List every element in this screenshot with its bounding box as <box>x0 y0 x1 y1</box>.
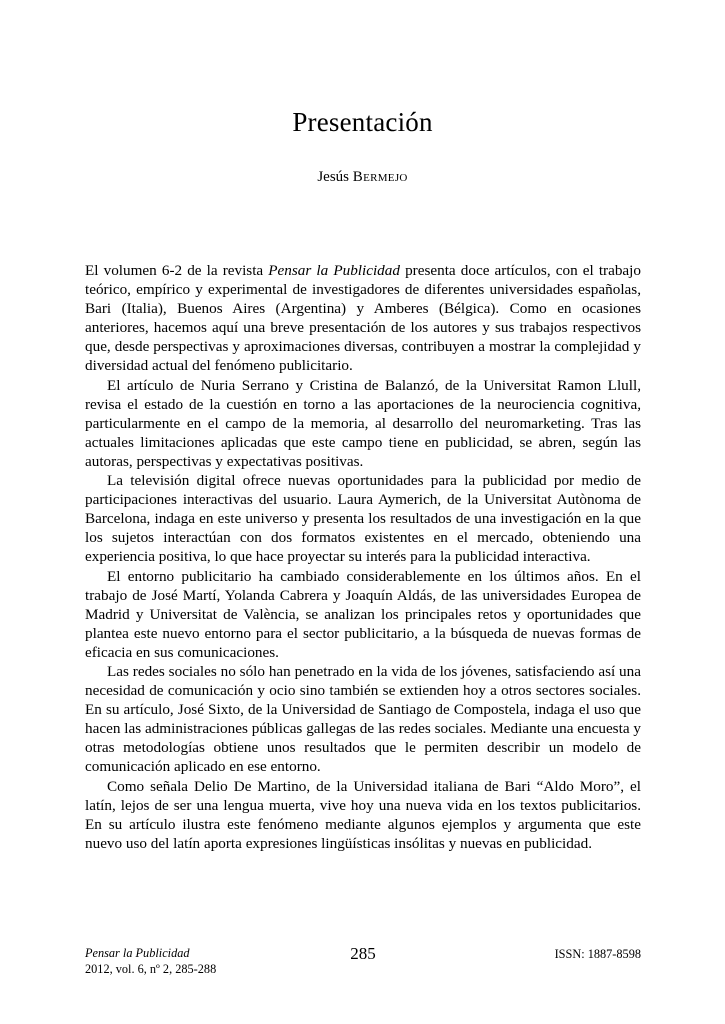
footer-issue-info: 2012, vol. 6, nº 2, 285-288 <box>85 961 217 976</box>
body-text <box>85 261 641 853</box>
page-title: Presentación <box>292 107 433 137</box>
author-byline <box>85 139 640 187</box>
paragraph-2: El artículo de Nuria Serrano y Cristina de Balanzó, de la Universitat Ramon Llull, revisa el estado de la cuestión en torno a las aportaciones de la neurociencia cognitiva, particularmente en el campo de la memoria, al desarrollo del neuromarketing. Tras las actuales limitaciones aplicadas que este campo tiene en publicidad, se abren, según las autoras, perspectivas y expectativas positivas. <box>85 376 641 470</box>
paragraph-4: El entorno publicitario ha cambiado considerablemente en los últimos años. En el trabajo de José Martí, Yolanda Cabrera y Joaquín Aldás, de las universidades Europea de Madrid y Universitat de València, se analizan los principales retos y oportunidades que plantea este nuevo entorno para el sector publicitario, a la búsqueda de nuevas formas de eficacia en sus comunicaciones. <box>85 567 641 661</box>
paragraph-1 <box>85 261 641 376</box>
author-surname: Bermejo <box>352 169 408 185</box>
journal-title-italic: Pensar la Publicidad <box>268 262 400 279</box>
title-block <box>85 105 640 187</box>
paragraph-1-segment-3: presenta doce artículos, con el trabajo teórico, empírico y experimental de investigadores de diferentes universidades españolas, Bari (Italia), Buenos Aires (Argentina) y Amberes (Bélgica). Como en ocasiones anteriores, hacemos aquí una breve presentación de los autores y sus trabajos respectivos que, desde perspectivas y aproximaciones diversas, contribuyen a mostrar la complejidad y diversidad actual del fenómeno publicitario. <box>85 262 641 375</box>
paragraph-1-segment-1: El volumen 6-2 de la revista <box>85 262 269 279</box>
footer-page-number: 285 <box>350 944 376 963</box>
page-footer <box>85 946 641 986</box>
author-given-name: Jesús <box>317 169 353 185</box>
paragraph-3: La televisión digital ofrece nuevas oportunidades para la publicidad por medio de participaciones interactivas del usuario. Laura Aymerich, de la Universitat Autònoma de Barcelona, indaga en este universo y presenta los resultados de una investigación en la que los sujetos interactúan con dos formatos existentes en el mercado, obteniendo una experiencia positiva, lo que hace proyectar su interés para la publicidad interactiva. <box>85 472 641 566</box>
paragraph-6: Como señala Delio De Martino, de la Universidad italiana de Bari “Aldo Moro”, el latín, lejos de ser una lengua muerta, vive hoy una nueva vida en los textos publicitarios. En su artículo ilustra este fenómeno mediante algunos ejemplos y argumenta que este nuevo uso del latín aporta expresiones lingüísticas insólitas y nuevas en publicidad. <box>85 777 641 852</box>
paragraph-5: Las redes sociales no sólo han penetrado en la vida de los jóvenes, satisfaciendo así una necesidad de comunicación y ocio sino también se extienden hoy a otros sectores sociales. En su artículo, José Sixto, de la Universidad de Santiago de Compostela, indaga el uso que hacen las administraciones públicas gallegas de las redes sociales. Mediante una encuesta y otras metodologías obtiene unos resultados que le permiten describir un modelo de comunicación aplicado en ese entorno. <box>85 662 641 776</box>
footer-journal-title: Pensar la Publicidad <box>85 946 190 960</box>
footer-issn: ISSN: 1887-8598 <box>554 947 641 961</box>
